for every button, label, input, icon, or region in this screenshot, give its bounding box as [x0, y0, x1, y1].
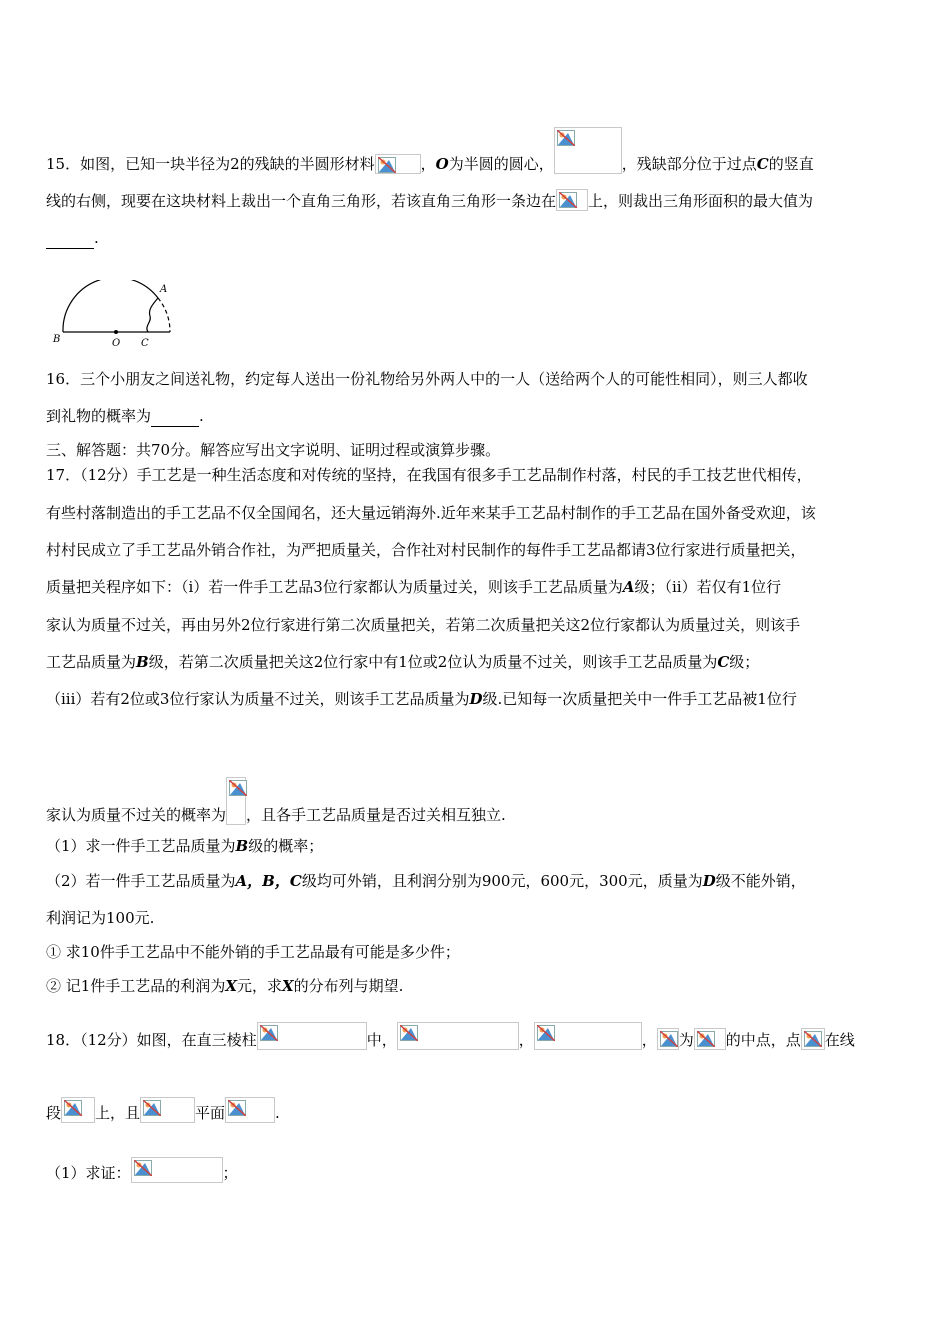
point-o-label: O [435, 155, 449, 173]
q17-part2: （2）若一件手工艺品质量为A，B，C级均可外销，且利润分别为900元，600元，300元，质量为D级不能外销， [46, 872, 806, 890]
point-c-label: C [756, 155, 769, 173]
formula-image-icon [397, 1022, 519, 1050]
formula-image-icon [131, 1157, 223, 1183]
q17-part1: （1）求一件手工艺品质量为B级的概率； [46, 837, 324, 855]
formula-image-icon [556, 189, 588, 211]
formula-image-icon [801, 1028, 825, 1050]
semicircle-figure [50, 280, 190, 350]
q17-sub2: ② 记1件手工艺品的利润为X元，求X的分布列与期望. [46, 977, 404, 995]
q18-line1: 18．（12分）如图，在直三棱柱 中， ， ， 为 的中点，点 在线 [46, 1022, 855, 1050]
q17-line5: 家认为质量不过关，再由另外2位行家进行第二次质量把关，若第二次质量把关这2位行家都认为质量过关，则该手 [46, 616, 801, 634]
figure-label-b: B [53, 334, 61, 345]
formula-image-icon [534, 1022, 642, 1050]
formula-image-icon [257, 1022, 367, 1050]
formula-image-icon [554, 127, 622, 174]
q15-text: 15．如图，已知一块半径为2的残缺的半圆形材料 [46, 155, 375, 173]
formula-image-icon [375, 154, 421, 174]
q17-line4: 质量把关程序如下：（i）若一件手工艺品3位行家都认为质量过关，则该手工艺品质量为A级；（ii）若仅有1位行 [46, 578, 782, 596]
q15-line2: 线的右侧，现要在这块材料上裁出一个直角三角形，若该直角三角形一条边在 上，则裁出三角形面积的最大值为 [46, 189, 813, 211]
q16-line2: 到礼物的概率为 . [46, 407, 204, 425]
q17-line2: 有些村落制造出的手工艺品不仅全国闻名，还大量远销海外.近年来某手工艺品村制作的手工艺品在国外备受欢迎，该 [46, 504, 816, 522]
section-heading: 三、解答题：共70分。解答应写出文字说明、证明过程或演算步骤。 [46, 441, 501, 459]
q15-line1: 15．如图，已知一块半径为2的残缺的半圆形材料 ，O为半圆的圆心， ，残缺部分位于过点C的竖直 [46, 127, 814, 174]
q17-sub1: ① 求10件手工艺品中不能外销的手工艺品最有可能是多少件； [46, 943, 460, 961]
q17-line1: 17．（12分）手工艺是一种生活态度和对传统的坚持，在我国有很多手工艺品制作村落，村民的手工技艺世代相传， [46, 466, 812, 484]
formula-image-icon [225, 1097, 275, 1123]
formula-image-icon [140, 1097, 195, 1123]
figure-label-o: O [112, 338, 121, 349]
figure-label-c: C [141, 338, 149, 349]
q17-part2-cont: 利润记为100元. [46, 909, 155, 927]
q18-part1: （1）求证： ； [46, 1157, 238, 1183]
answer-blank [151, 406, 199, 427]
figure-label-a: A [160, 284, 168, 295]
formula-image-icon [226, 777, 246, 825]
q15-line3: . [46, 228, 99, 249]
q18-line2: 段 上，且 平面 . [46, 1097, 280, 1123]
formula-image-icon [61, 1097, 95, 1123]
formula-image-icon [694, 1028, 726, 1050]
formula-image-icon [657, 1028, 679, 1050]
q17-line6: 工艺品质量为B级，若第二次质量把关这2位行家中有1位或2位认为质量不过关，则该手工艺品质量为C级； [46, 653, 760, 671]
q17-line8: 家认为质量不过关的概率为 ，且各手工艺品质量是否过关相互独立. [46, 777, 506, 825]
q17-line3: 村村民成立了手工艺品外销合作社，为严把质量关，合作社对村民制作的每件手工艺品都请3位行家进行质量把关， [46, 541, 806, 559]
q16-line1: 16．三个小朋友之间送礼物，约定每人送出一份礼物给另外两人中的一人（送给两个人的可能性相同），则三人都收 [46, 370, 808, 388]
answer-blank [46, 228, 94, 249]
q17-line7: （iii）若有2位或3位行家认为质量不过关，则该手工艺品质量为D级.已知每一次质量把关中一件手工艺品被1位行 [46, 690, 797, 708]
